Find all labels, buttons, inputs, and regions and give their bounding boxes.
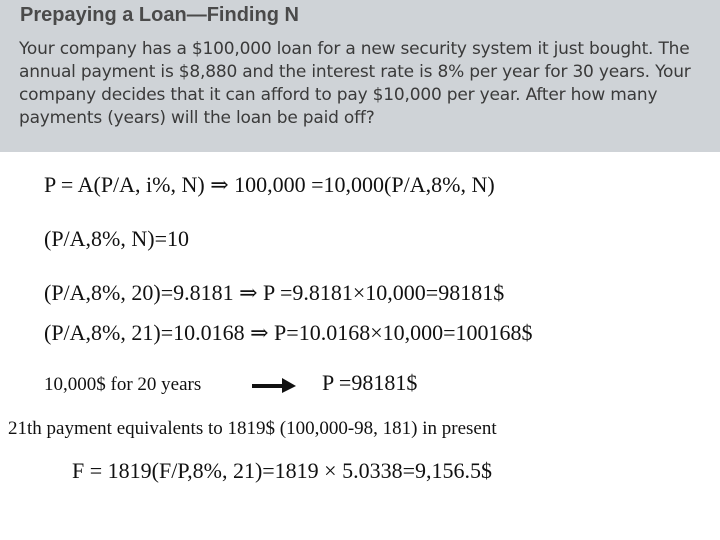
equation-future-worth: F = 1819(F/P,8%, 21)=1819 × 5.0338=9,156.5$ xyxy=(72,458,492,483)
problem-line-1: Your company has a $100,000 loan for a new security system it just bought. The xyxy=(19,39,690,59)
problem-statement xyxy=(19,38,709,130)
result-present-worth: P =98181$ xyxy=(322,370,418,395)
problem-line-2: annual payment is $8,880 and the interest rate is 8% per year for 30 years. Your xyxy=(19,62,691,82)
note-20-years: 10,000$ for 20 years xyxy=(44,374,202,395)
statement-21th-payment: 21th payment equivalents to 1819$ (100,000-98, 181) in present xyxy=(8,418,497,439)
equation-factor-21: (P/A,8%, 21)=10.0168 ⇒ P=10.0168×10,000=100168$ xyxy=(44,320,533,345)
problem-line-4: payments (years) will the loan be paid off? xyxy=(19,108,375,128)
equation-present-worth: P = A(P/A, i%, N) ⇒ 100,000 =10,000(P/A,8%, N) xyxy=(44,172,495,197)
equation-factor-20: (P/A,8%, 20)=9.8181 ⇒ P =9.8181×10,000=98181$ xyxy=(44,280,505,305)
problem-header xyxy=(0,0,720,152)
slide-title: Prepaying a Loan—Finding N xyxy=(20,4,299,26)
equation-factor-target: (P/A,8%, N)=10 xyxy=(44,226,190,251)
right-arrow-icon xyxy=(252,376,296,394)
problem-line-3: company decides that it can afford to pay $10,000 per year. After how many xyxy=(19,85,658,105)
